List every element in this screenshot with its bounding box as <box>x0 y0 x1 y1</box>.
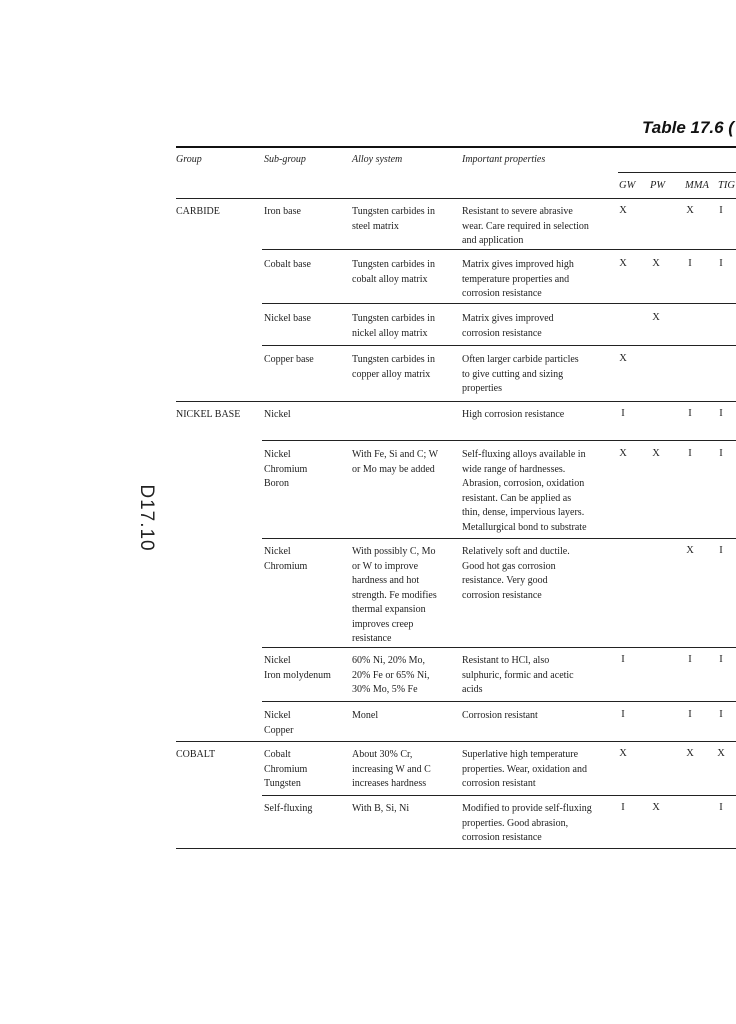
mark-pw: X <box>652 802 660 813</box>
cell-subgroup: Nickel Iron molydenum <box>264 655 331 681</box>
mark-pw: X <box>652 312 660 323</box>
cell-alloy: Tungsten carbides in steel matrix <box>352 206 435 232</box>
mark-gw: X <box>619 205 627 216</box>
cell-properties: Modified to provide self-fluxing properties. Good abrasion, corrosion resistance <box>462 803 592 843</box>
row-divider <box>262 345 736 346</box>
cell-alloy: With Fe, Si and C; W or Mo may be added <box>352 449 439 475</box>
table-bottom-rule <box>176 848 736 849</box>
mark-tig: I <box>719 545 723 556</box>
header-process-pw: PW <box>650 180 666 191</box>
mark-mma: I <box>688 448 692 459</box>
mark-tig: I <box>719 709 723 720</box>
row-divider <box>262 538 736 539</box>
header-process-tig: TIG <box>718 180 735 191</box>
cell-properties: Relatively soft and ductile. Good hot gas corrosion resistance. Very good corrosion resistance <box>462 546 570 601</box>
mark-pw: X <box>652 448 660 459</box>
cell-alloy: Tungsten carbides in cobalt alloy matrix <box>352 259 435 285</box>
group-divider <box>176 741 736 742</box>
mark-tig: I <box>719 258 723 269</box>
cell-alloy: Monel <box>352 710 379 721</box>
row-divider <box>262 303 736 304</box>
cell-properties: Corrosion resistant <box>462 710 538 721</box>
cell-subgroup: Nickel Chromium Boron <box>264 449 308 489</box>
cell-properties: Resistant to severe abrasive wear. Care required in selection and application <box>462 206 589 246</box>
header-alloy: Alloy system <box>352 154 403 165</box>
row-divider <box>262 647 736 648</box>
cell-alloy: 60% Ni, 20% Mo, 20% Fe or 65% Ni, 30% Mo, 5% Fe <box>352 655 430 695</box>
cell-alloy: About 30% Cr, increasing W and C increases hardness <box>352 749 431 789</box>
mark-tig: I <box>719 205 723 216</box>
row-divider <box>262 249 736 250</box>
mark-tig: X <box>717 748 725 759</box>
row-divider <box>262 440 736 441</box>
header-process-gw: GW <box>619 180 636 191</box>
mark-gw: X <box>619 353 627 364</box>
table-top-rule <box>176 146 736 148</box>
cell-properties: Self-fluxing alloys available in wide range of hardnesses. Abrasion, corrosion, oxidation resistant. Can be applied as thin, dense, impervious layers. Metallurgical bond to substrate <box>462 449 587 533</box>
cell-subgroup: Iron base <box>264 206 301 217</box>
cell-subgroup: Nickel Chromium <box>264 546 308 572</box>
mark-mma: I <box>688 709 692 720</box>
header-bottom-rule <box>176 198 736 199</box>
mark-tig: I <box>719 408 723 419</box>
process-header-rule <box>618 172 736 173</box>
header-subgroup: Sub-group <box>264 154 306 165</box>
cell-group: COBALT <box>176 749 216 760</box>
cell-alloy: With possibly C, Mo or W to improve hardness and hot strength. Fe modifies thermal expansion improves creep resistance <box>352 546 437 644</box>
cell-alloy: Tungsten carbides in copper alloy matrix <box>352 354 435 380</box>
mark-gw: I <box>621 709 625 720</box>
mark-gw: I <box>621 654 625 665</box>
row-divider <box>262 795 736 796</box>
cell-properties: Superlative high temperature properties. Wear, oxidation and corrosion resistant <box>462 749 587 789</box>
cell-alloy: With B, Si, Ni <box>352 803 410 814</box>
cell-properties: Often larger carbide particles to give cutting and sizing properties <box>462 354 579 394</box>
mark-tig: I <box>719 654 723 665</box>
mark-mma: X <box>686 205 694 216</box>
cell-subgroup: Nickel <box>264 409 291 420</box>
cell-subgroup: Cobalt Chromium Tungsten <box>264 749 308 789</box>
cell-properties: Resistant to HCl, also sulphuric, formic and acetic acids <box>462 655 574 695</box>
mark-pw: X <box>652 258 660 269</box>
cell-subgroup: Nickel Copper <box>264 710 294 736</box>
mark-gw: X <box>619 448 627 459</box>
cell-properties: Matrix gives improved high temperature properties and corrosion resistance <box>462 259 574 299</box>
cell-alloy: Tungsten carbides in nickel alloy matrix <box>352 313 435 339</box>
mark-gw: I <box>621 408 625 419</box>
header-properties: Important properties <box>462 154 546 165</box>
mark-mma: I <box>688 654 692 665</box>
cell-subgroup: Self-fluxing <box>264 803 313 814</box>
cell-subgroup: Nickel base <box>264 313 311 324</box>
page-side-label: D17.10 <box>136 484 157 552</box>
header-group: Group <box>176 154 202 165</box>
cell-properties: Matrix gives improved corrosion resistance <box>462 313 554 339</box>
mark-mma: X <box>686 748 694 759</box>
page-title: Table 17.6 ( <box>642 118 734 137</box>
mark-mma: X <box>686 545 694 556</box>
row-divider <box>262 701 736 702</box>
mark-gw: X <box>619 258 627 269</box>
mark-mma: I <box>688 408 692 419</box>
group-divider <box>176 401 736 402</box>
mark-gw: X <box>619 748 627 759</box>
mark-tig: I <box>719 802 723 813</box>
header-process-mma: MMA <box>685 180 709 191</box>
cell-subgroup: Copper base <box>264 354 314 365</box>
cell-subgroup: Cobalt base <box>264 259 311 270</box>
mark-gw: I <box>621 802 625 813</box>
mark-tig: I <box>719 448 723 459</box>
cell-group: CARBIDE <box>176 206 220 217</box>
cell-group: NICKEL BASE <box>176 409 241 420</box>
mark-mma: I <box>688 258 692 269</box>
cell-properties: High corrosion resistance <box>462 409 565 420</box>
